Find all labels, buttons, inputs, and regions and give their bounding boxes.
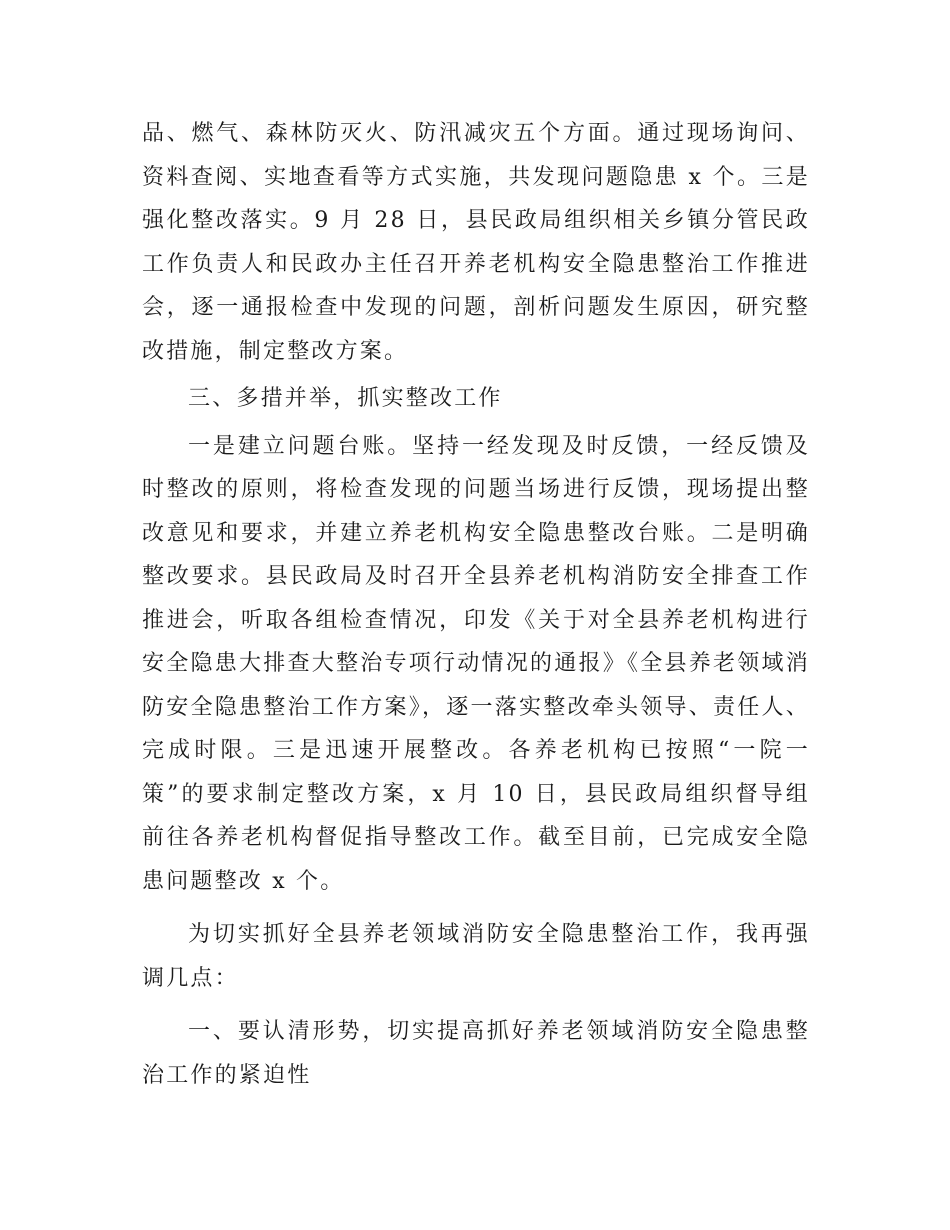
paragraph-rectification: 一是建立问题台账。坚持一经发现及时反馈，一经反馈及时整改的原则，将检查发现的问题当场进行反馈，现场提出整改意见和要求，并建立养老机构安全隐患整改台账。二是明确整改要求。县民政局及时召开全县养老机构消防安全排查工作推进会，听取各组检查情况，印发《关于对全县养老机构进行安全隐患大排查大整治专项行动情况的通报》《全县养老领域消防安全隐患整治工作方案》，逐一落实整改牵头领导、责任人、完成时限。三是迅速开展整改。各养老机构已按照“一院一策”的要求制定整改方案，x 月 10 日，县民政局组织督导组前往各养老机构督促指导整改工作。截至目前，已完成安全隐患问题整改 x 个。: [142, 433, 810, 894]
paragraph-continuation: 品、燃气、森林防灭火、防汛减灾五个方面。通过现场询问、资料查阅、实地查看等方式实施，共发现问题隐患 x 个。三是强化整改落实。9 月 28 日，县民政局组织相关乡镇分管民政工作负责人和民政办主任召开养老机构安全隐患整治工作推进会，逐一通报检查中发现的问题，剖析问题发生原因，研究整改措施，制定整改方案。: [142, 121, 810, 364]
paragraph-emphasis-intro: 为切实抓好全县养老领域消防安全隐患整治工作，我再强调几点：: [142, 922, 810, 991]
section-heading-1: 一、要认清形势，切实提高抓好养老领域消防安全隐患整治工作的紧迫性: [142, 1019, 810, 1088]
section-heading-3: 三、多措并举，抓实整改工作: [188, 386, 503, 411]
document-page: [142, 112, 810, 1097]
